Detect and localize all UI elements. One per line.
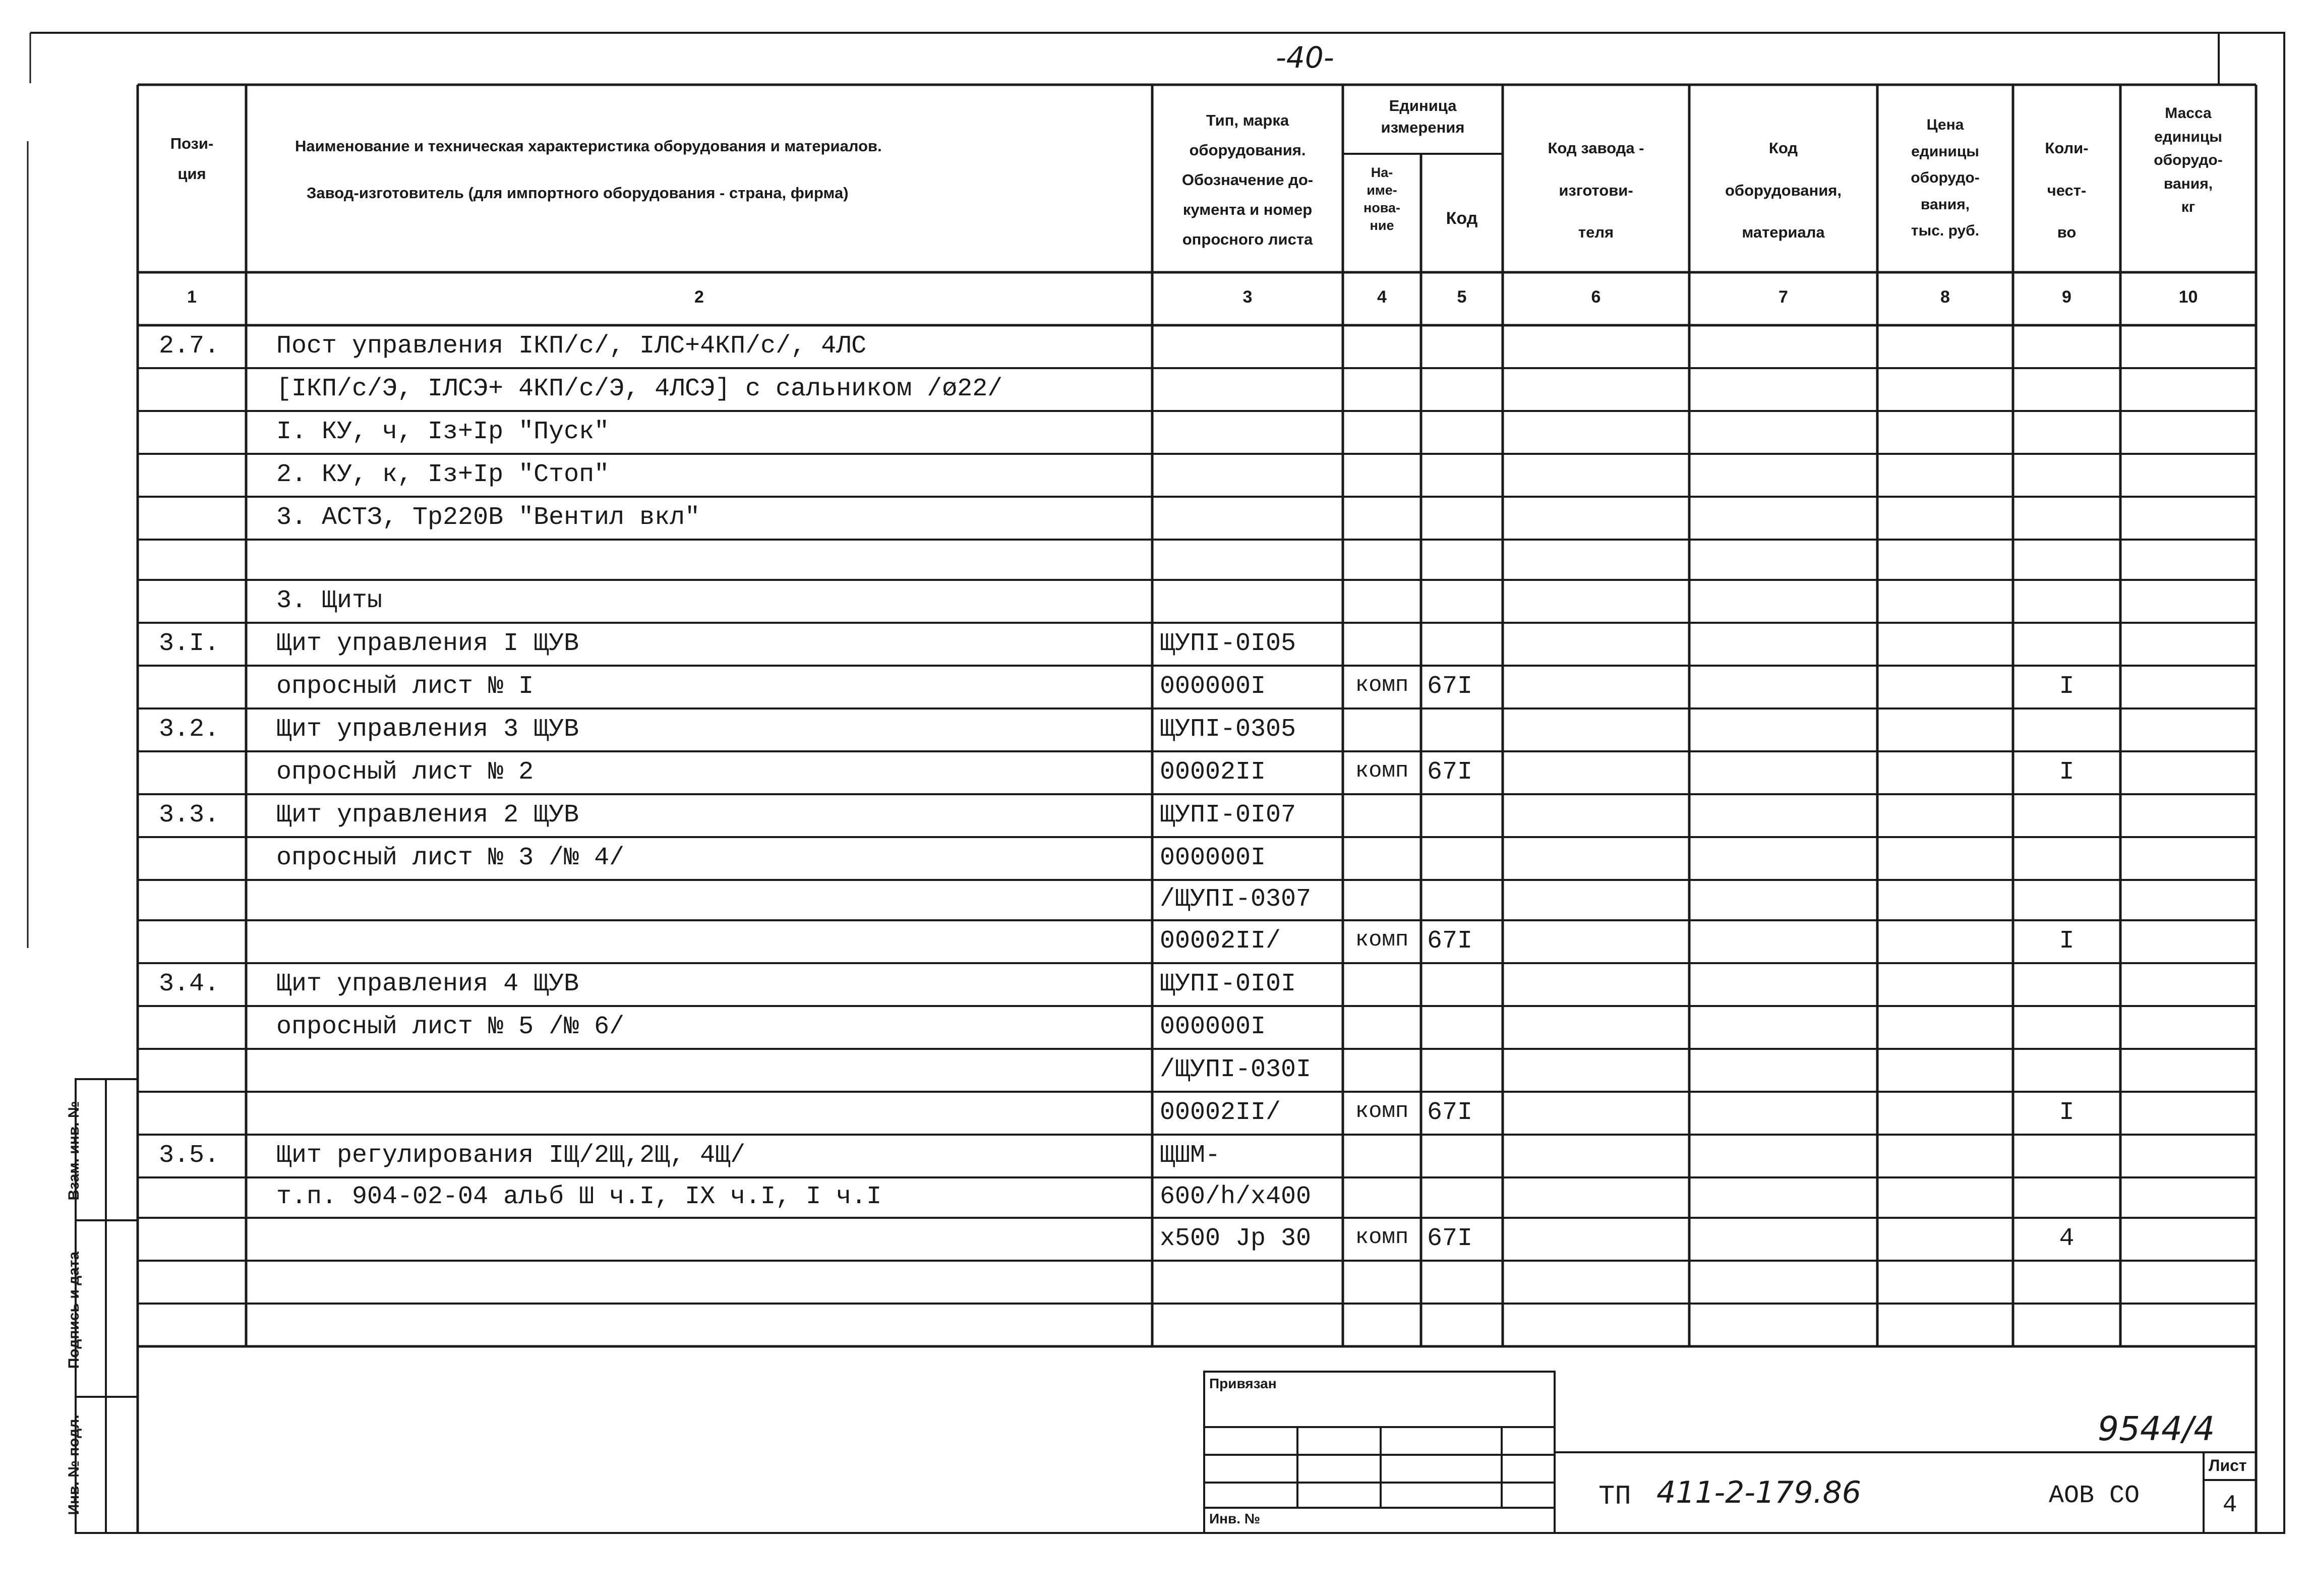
header-unit-group: Единица измерения [1381, 97, 1465, 137]
row-type: 00002II/ [1160, 1098, 1281, 1127]
col-number-10: 10 [2178, 287, 2198, 307]
row-unit: комп [1355, 1098, 1409, 1124]
stamp-original-inv: Инв. № подл. [66, 1414, 82, 1515]
row-type: ЩУПI-0I0I [1160, 969, 1296, 998]
row-code: 67I [1427, 672, 1473, 701]
row-name: [IКП/с/Э, IЛСЭ+ 4КП/с/Э, 4ЛСЭ] с сальником /ø22/ [276, 374, 1003, 403]
row-code: 67I [1427, 757, 1473, 787]
header-name-line1: Наименование и техническая характеристика оборудования и материалов. [295, 137, 882, 155]
col-number-7: 7 [1779, 287, 1788, 307]
row-name: опросный лист № I [276, 672, 534, 701]
row-name: I. КУ, ч, Iз+Iр "Пуск" [276, 417, 610, 446]
stamp-signature-date: Подпись и дата [66, 1251, 82, 1369]
col-number-2: 2 [694, 287, 704, 307]
row-position: 2.7. [159, 331, 220, 361]
row-type: ЩУПI-0I05 [1160, 629, 1296, 658]
doc-number: 411-2-179.86 [1656, 1475, 1861, 1510]
row-quantity: 4 [2059, 1224, 2075, 1253]
row-type: /ЩУПI-030I [1160, 1055, 1312, 1084]
row-unit: комп [1355, 672, 1409, 698]
row-type: 600/h/x400 [1160, 1183, 1312, 1211]
doc-section: АОВ СО [2049, 1482, 2140, 1510]
row-name: Пост управления IКП/с/, IЛС+4КП/с/, 4ЛС [276, 331, 867, 361]
row-type: 00002II [1160, 757, 1266, 787]
row-unit: комп [1355, 1224, 1409, 1250]
header-position: Пози- ция [170, 135, 214, 183]
row-position: 3.2. [159, 715, 220, 744]
header-unit-mass: Масса единицы оборудо- вания, кг [2154, 105, 2223, 215]
row-unit: комп [1355, 758, 1409, 784]
row-type: ЩУПI-0305 [1160, 715, 1296, 744]
row-code: 67I [1427, 926, 1473, 956]
row-type: 000000I [1160, 843, 1266, 872]
row-name: Щит управления 4 ЩУВ [276, 969, 579, 998]
sheet-number: 4 [2222, 1492, 2237, 1519]
header-unit-name: На- име- нова- ние [1363, 165, 1401, 233]
row-quantity: I [2059, 757, 2075, 787]
row-code: 67I [1427, 1224, 1473, 1253]
row-position: 3.5. [159, 1141, 220, 1170]
row-quantity: I [2059, 926, 2075, 956]
col-number-4: 4 [1377, 287, 1387, 307]
row-name: Щит регулирования IЩ/2Щ,2Щ, 4Щ/ [276, 1141, 746, 1170]
row-position: 3.I. [159, 629, 220, 658]
col-number-3: 3 [1242, 287, 1253, 307]
row-name: Щит управления 2 ЩУВ [276, 800, 579, 830]
row-type: ЩУПI-0I07 [1160, 800, 1296, 830]
col-number-8: 8 [1940, 287, 1950, 307]
sheet-label: Лист [2209, 1456, 2247, 1474]
row-name: 3. АСТЗ, Тр220В "Вентил вкл" [276, 503, 700, 532]
page-number: -40- [1276, 40, 1334, 75]
row-quantity: I [2059, 1098, 2075, 1127]
header-quantity: Коли- чест- во [2045, 139, 2089, 242]
stamp-replacement-inv: Взам. инв. № [66, 1101, 82, 1201]
header-plant-code: Код завода - изготови- теля [1548, 139, 1644, 242]
row-type: 00002II/ [1160, 926, 1281, 956]
row-position: 3.4. [159, 969, 220, 998]
header-equipment-code: Код оборудования, материала [1725, 139, 1842, 242]
row-type: 000000I [1160, 672, 1266, 701]
row-name: опросный лист № 3 /№ 4/ [276, 843, 625, 872]
row-name: 2. КУ, к, Iз+Iр "Стоп" [276, 460, 610, 489]
row-type: x500 Jp 30 [1160, 1224, 1312, 1253]
row-name: т.п. 904-02-04 альб Ш ч.I, IX ч.I, I ч.I [276, 1183, 882, 1211]
row-quantity: I [2059, 672, 2075, 701]
header-unit-price: Цена единицы оборудо- вания, тыс. руб. [1911, 116, 1980, 239]
row-type: ЩШМ- [1160, 1141, 1221, 1170]
row-name: Щит управления I ЩУВ [276, 629, 579, 658]
row-name: опросный лист № 5 /№ 6/ [276, 1012, 625, 1041]
col-number-5: 5 [1457, 287, 1467, 307]
row-code: 67I [1427, 1098, 1473, 1127]
header-type: Тип, марка оборудования. Обозначение до- кумента и номер опросного листа [1181, 111, 1314, 248]
row-name: опросный лист № 2 [276, 757, 534, 787]
col-number-6: 6 [1591, 287, 1601, 307]
header-unit-code: Код [1446, 209, 1478, 228]
header-name-line2: Завод-изготовитель (для импортного оборудования - страна, фирма) [307, 184, 849, 202]
row-type: /ЩУПI-0307 [1160, 885, 1312, 914]
title-block-privyazan: Привязан [1209, 1376, 1277, 1391]
archive-number: 9544/4 [2098, 1409, 2215, 1448]
row-name: 3. Щиты [276, 586, 383, 615]
row-unit: комп [1355, 927, 1409, 953]
title-block-inv-no: Инв. № [1209, 1511, 1261, 1526]
col-number-9: 9 [2062, 287, 2071, 307]
row-position: 3.3. [159, 800, 220, 830]
doc-prefix: ТП [1598, 1482, 1631, 1512]
row-type: 000000I [1160, 1012, 1266, 1041]
col-number-1: 1 [187, 287, 197, 307]
row-name: Щит управления 3 ЩУВ [276, 715, 579, 744]
